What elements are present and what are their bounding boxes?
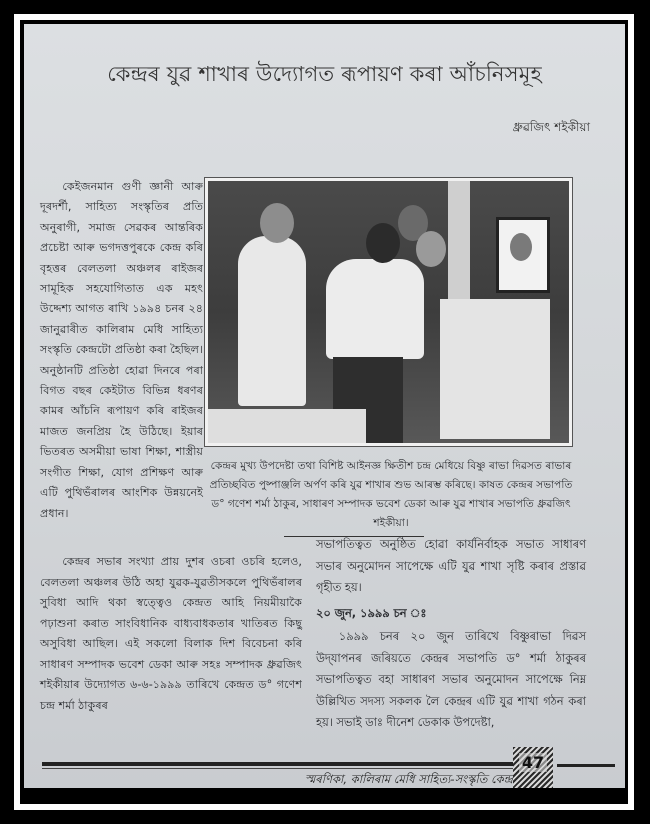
photo-person-center [326,259,424,359]
document-page [24,24,625,788]
footer-rule-thin [42,768,517,769]
right-column [316,534,586,734]
photo-portrait-face [510,233,532,261]
photo-front-table [208,409,366,443]
intro-paragraph: কেইজনমান গুণী জ্ঞানী আৰু দূৰদৰ্শী, সাহিত্য সংস্কৃতিৰ প্ৰতি অনুৰাগী, সমাজ সেৱকৰ আন্তৰিক প্ৰচেষ্টা আৰু ভগদত্তপুৰকে কেন্দ্ৰ কৰি বৃহত্তৰ বেলতলা অঞ্চলৰ ৰাইজৰ সামূহিক সহযোগিতাত এক মহৎ উদ্দেশ্য আগত ৰাখি ১৯৯৪ চনৰ ২৪ জানুৱাৰীত কালিৰাম মেধি সাহিত্য সংস্কৃতি কেন্দ্ৰটো প্ৰতিষ্ঠা কৰা হৈছিল। অনুষ্ঠানটি প্ৰতিষ্ঠা হোৱা দিনৰে পৰা বিগত বছৰ কেইটাত বিভিন্ন ধৰণৰ কামৰ আঁচনি ৰূপায়ণ কৰি ৰাইজৰ মাজত জনপ্ৰিয় হৈ উঠিছে। ইয়াৰ ভিতৰত অসমীয়া ভাষা শিক্ষা, শাস্ত্ৰীয় সংগীত শিক্ষা, যোগ প্ৰশিক্ষণ আৰু এটি পুথিভঁৰালৰ আংশিক উন্নয়নেই প্ৰধান। [40,180,203,520]
event-photo [208,181,569,443]
formation-paragraph: ১৯৯৯ চনৰ ২০ জুন তাৰিখে বিষ্ণুৰাভা দিৱস উদ্‌যাপনৰ জৰিয়তে কেন্দ্ৰৰ সভাপতি ড° শৰ্মা ঠাকুৰৰ সভাপতিত্বত বহা সাধাৰণ সভাৰ অনুমোদন সাপেক্ষে নিম্ন উল্লিখিত সদস্য সকলক লৈ কেন্দ্ৰৰ এটি যুৱ শাখা গঠন কৰা হয়। সভাই ডাঃ দীনেশ ডেকাক উপদেষ্টা, [316,629,586,729]
page-number: 47 [519,753,547,772]
photo-person-left [238,236,306,406]
photo-frame [204,177,573,447]
photo-pillar [448,181,470,301]
membership-paragraph: কেন্দ্ৰৰ সভাৰ সংখ্যা প্ৰায় দুশৰ ওচৰা ওচৰি হলেও, বেলতলা অঞ্চলৰ উঠি অহা যুৱক-যুৱতীসকলে পুথিভঁৰালৰ সুবিধা আদি থকা স্বত্ত্বেও কেন্দ্ৰত আহি নিয়মীয়াকৈ পঢ়াশুনা কৰাত সাংবিধানিক বাধ্যবাধকতাৰ খাতিৰত কিছু অসুবিধা আছিল। এই সকলো বিলাক দিশ বিবেচনা কৰি সাধাৰণ সম্পাদক ভবেশ ডেকা আৰু সহঃ সম্পাদক ধ্ৰুৱজিৎ শইকীয়াৰ উদ্যোগত ৬-৬-১৯৯৯ তাৰিখে কেন্দ্ৰত ড° গণেশ চন্দ্ৰ শৰ্মা ঠাকুৰৰ [40,555,302,712]
footer-rule-thick [42,762,517,766]
photo-altar-cloth [440,299,550,439]
photo-head-center [366,223,400,263]
left-column [40,177,203,524]
page-number-box [513,747,553,788]
photo-head-left [260,203,294,243]
publication-name: স্মৰণিকা, কালিৰাম মেধি সাহিত্য-সংস্কৃতি কেন্দ্ৰ [304,772,513,786]
footer-rule-right [557,764,615,767]
photo-head-elder [416,231,446,267]
left-lower-text [40,552,302,716]
article-title: কেন্দ্ৰৰ যুৱ শাখাৰ উদ্যোগত ৰূপায়ণ কৰা আঁচনিসমূহ [107,62,542,86]
article-author: ধ্ৰুৱজিৎ শইকীয়া [512,120,590,134]
date-heading: ২০ জুন, ১৯৯৯ চন ঃ [316,605,427,620]
photo-caption: কেন্দ্ৰৰ মুখ্য উপদেষ্টা তথা বিশিষ্ট আইনজ্ঞ ক্ষিতীশ চন্দ্ৰ মেধিয়ে বিষ্ণু ৰাভা দিৱসত ৰাভাৰ প্ৰতিচ্ছবিত পুষ্পাঞ্জলি অৰ্পণ কৰি যুৱ শাখাৰ শুভ আৰম্ভ কৰিছে। কাষত কেন্দ্ৰৰ সভাপতি ড° গণেশ শৰ্মা ঠাকুৰ, সাধাৰণ সম্পাদক ভবেশ ডেকা আৰু যুৱ শাখাৰ সভাপতি ধ্ৰুৱজিৎ শইকীয়া। [209,460,573,529]
resolution-paragraph: সভাপতিত্বত অনুষ্ঠিত হোৱা কাৰ্যনিৰ্বাহক সভাত সাধাৰণ সভাৰ অনুমোদন সাপেক্ষে এটি যুৱ শাখা সৃষ্টি কৰাৰ প্ৰস্তাৱ গৃহীত হয়। [316,537,586,594]
